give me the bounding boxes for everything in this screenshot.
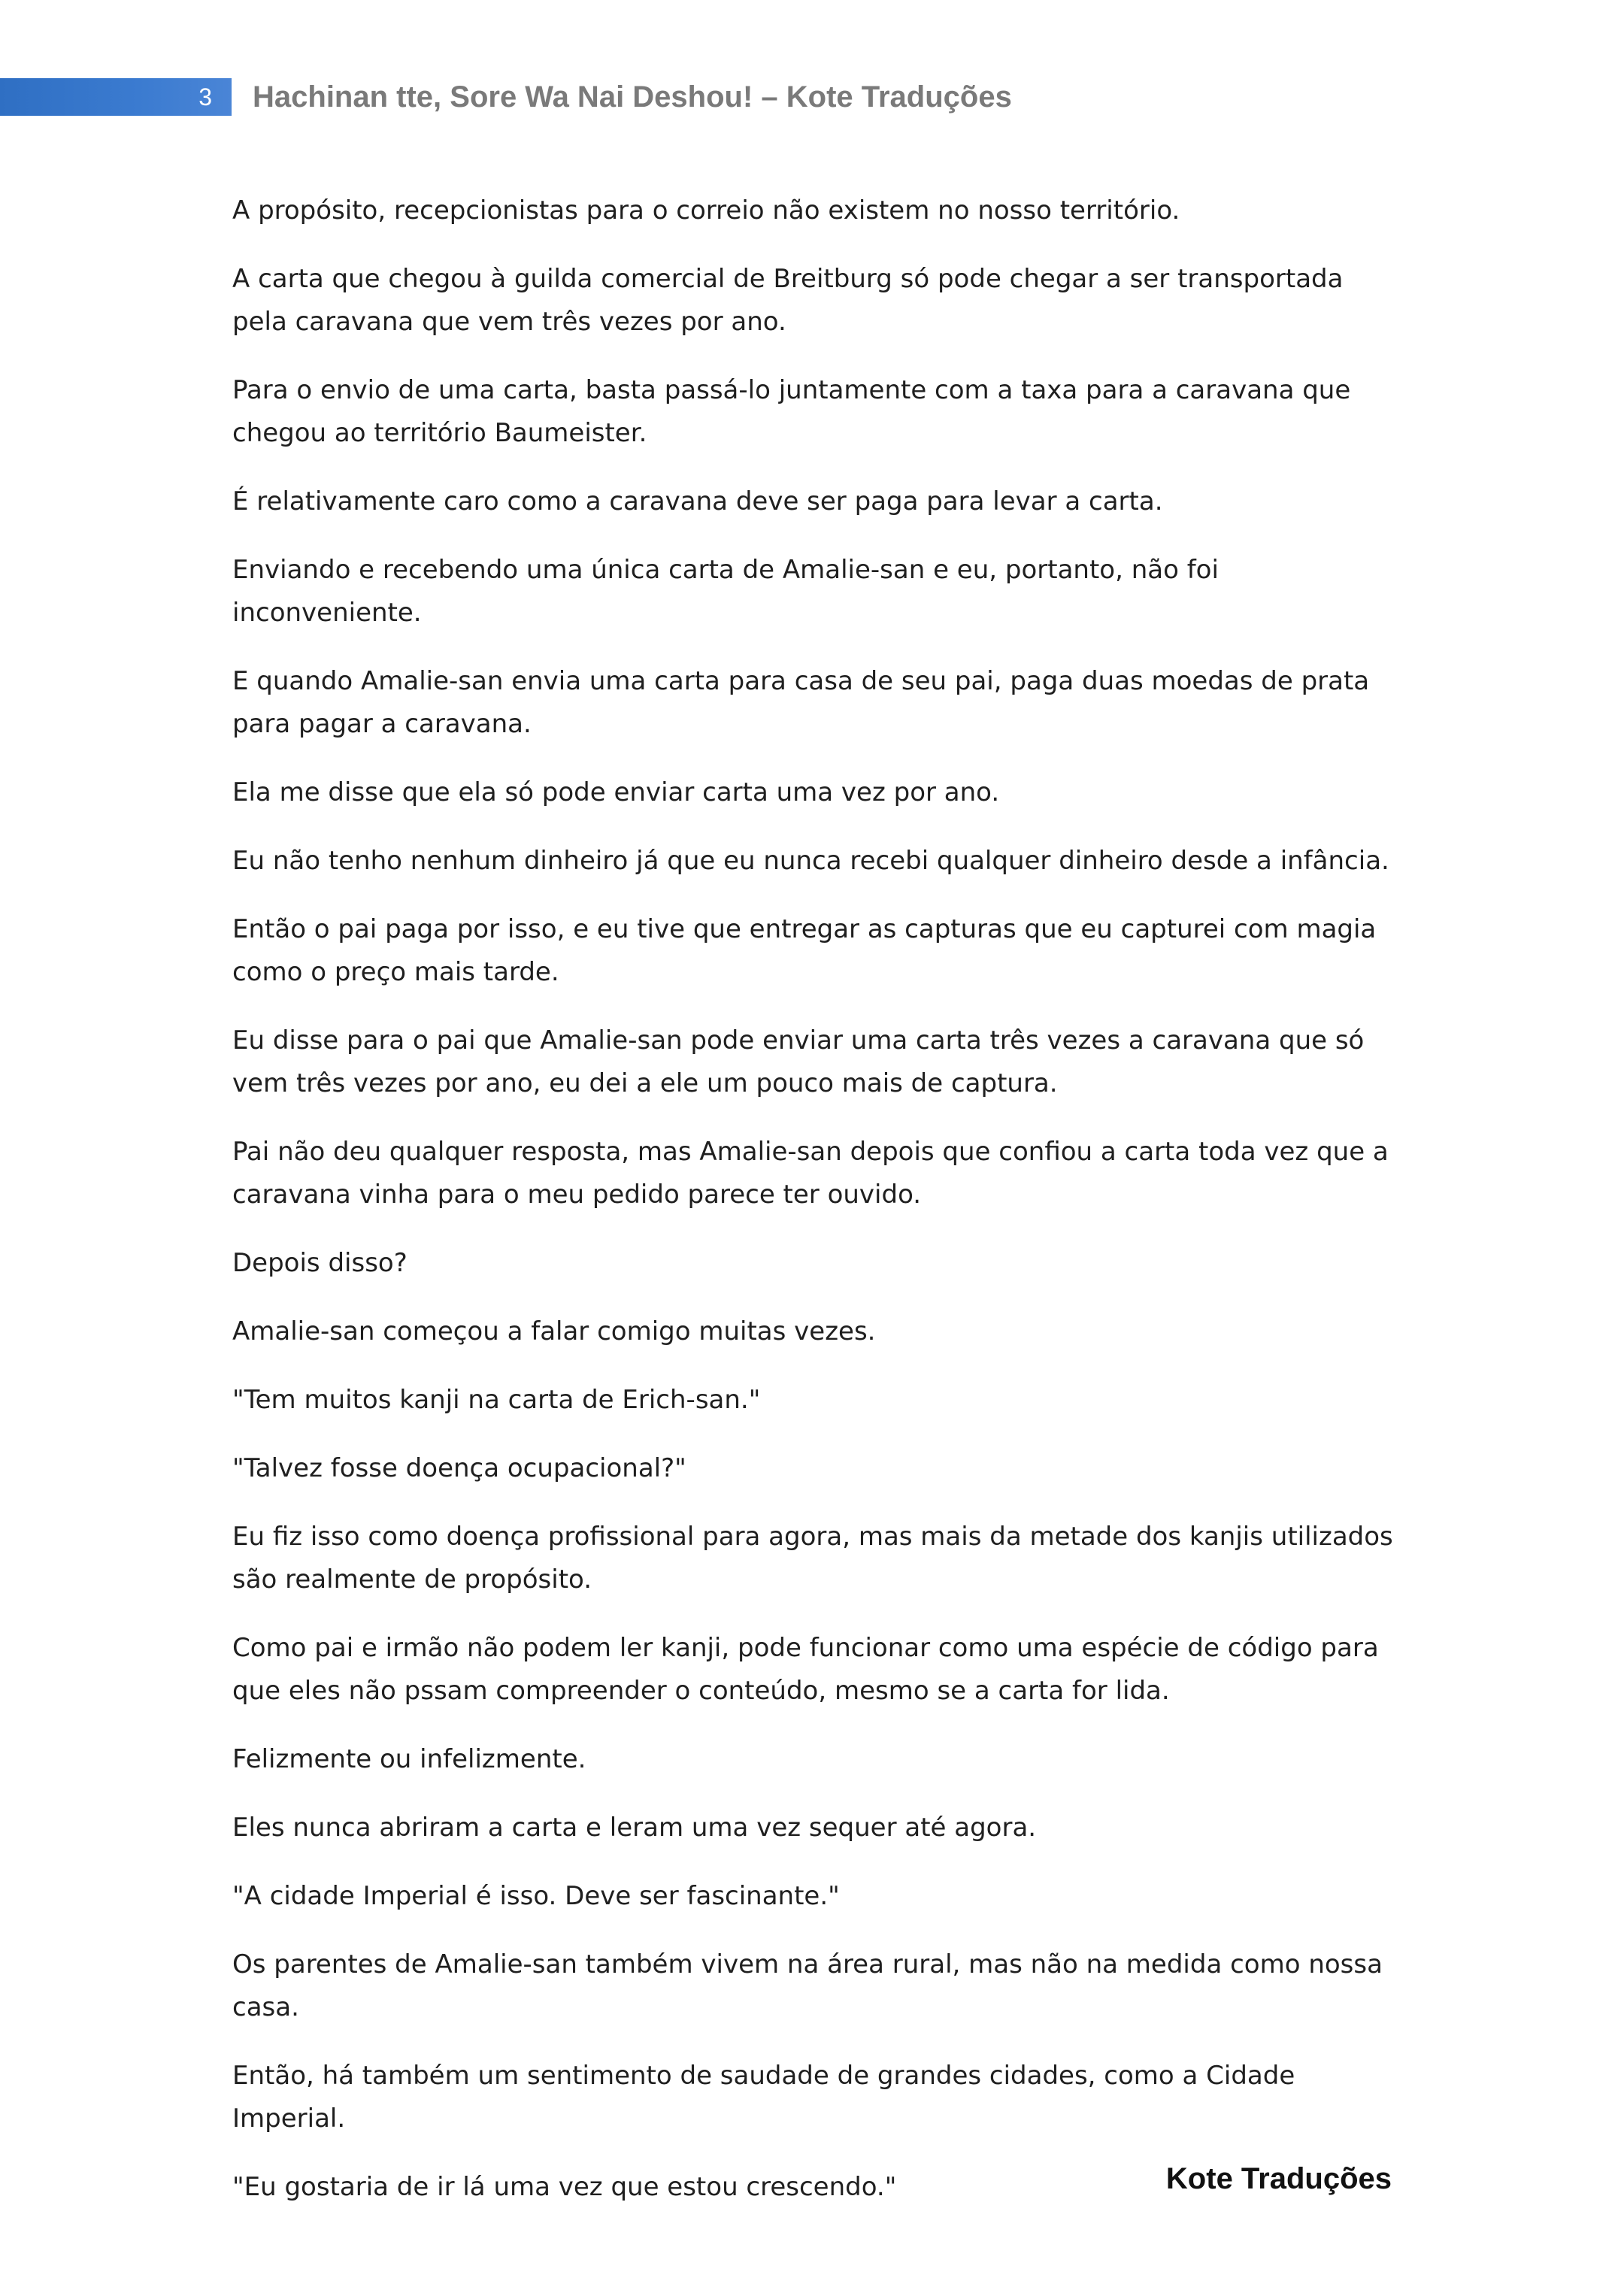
paragraph: A propósito, recepcionistas para o correio não existem no nosso território.: [232, 195, 1180, 226]
paragraph: Então, há também um sentimento de saudade de grandes cidades, como a Cidade Imperial.: [232, 2061, 1295, 2134]
paragraph: Para o envio de uma carta, basta passá-lo juntamente com a taxa para a caravana que chegou ao território Baumeister.: [232, 375, 1351, 448]
page-number: 3: [198, 83, 212, 111]
body-text: [232, 189, 1405, 2234]
paragraph: Depois disso?: [232, 1248, 408, 1278]
paragraph: Eles nunca abriram a carta e leram uma vez sequer até agora.: [232, 1813, 1037, 1843]
paragraph: Então o pai paga por isso, e eu tive que entregar as capturas que eu capturei com magia como o preço mais tarde.: [232, 914, 1377, 987]
paragraph: Amalie-san começou a falar comigo muitas vezes.: [232, 1316, 876, 1346]
paragraph: Eu não tenho nenhum dinheiro já que eu nunca recebi qualquer dinheiro desde a infância.: [232, 846, 1389, 876]
paragraph: Ela me disse que ela só pode enviar carta uma vez por ano.: [232, 777, 1000, 807]
paragraph: E quando Amalie-san envia uma carta para casa de seu pai, paga duas moedas de prata para pagar a caravana.: [232, 666, 1370, 739]
paragraph: Pai não deu qualquer resposta, mas Amalie-san depois que confiou a carta toda vez que a caravana vinha para o meu pedido parece ter ouvido.: [232, 1137, 1389, 1210]
paragraph: Eu disse para o pai que Amalie-san pode enviar uma carta três vezes a caravana que só vem três vezes por ano, eu dei a ele um pouco mais de captura.: [232, 1025, 1365, 1098]
paragraph: Os parentes de Amalie-san também vivem na área rural, mas não na medida como nossa casa.: [232, 1949, 1383, 2022]
paragraph: É relativamente caro como a caravana deve ser paga para levar a carta.: [232, 486, 1163, 516]
footer-brand: Kote Traduções: [1165, 2162, 1392, 2195]
running-title: Hachinan tte, Sore Wa Nai Deshou! – Kote Traduções: [253, 80, 1012, 114]
paragraph: "Eu gostaria de ir lá uma vez que estou crescendo.": [232, 2172, 897, 2202]
paragraph: "Talvez fosse doença ocupacional?": [232, 1453, 686, 1483]
paragraph: Eu fiz isso como doença profissional para agora, mas mais da metade dos kanjis utilizados são realmente de propósito.: [232, 1522, 1393, 1595]
paragraph: Como pai e irmão não podem ler kanji, pode funcionar como uma espécie de código para que eles não pssam compreender o conteúdo, mesmo se a carta for lida.: [232, 1633, 1379, 1706]
paragraph: "Tem muitos kanji na carta de Erich-san.": [232, 1385, 761, 1415]
paragraph: A carta que chegou à guilda comercial de Breitburg só pode chegar a ser transportada pela caravana que vem três vezes por ano.: [232, 264, 1344, 337]
page-number-tab: [0, 78, 232, 116]
page-header: [0, 78, 1624, 116]
paragraph: Enviando e recebendo uma única carta de Amalie-san e eu, portanto, não foi inconveniente.: [232, 555, 1219, 628]
paragraph: "A cidade Imperial é isso. Deve ser fascinante.": [232, 1881, 840, 1911]
paragraph: Felizmente ou infelizmente.: [232, 1744, 586, 1774]
